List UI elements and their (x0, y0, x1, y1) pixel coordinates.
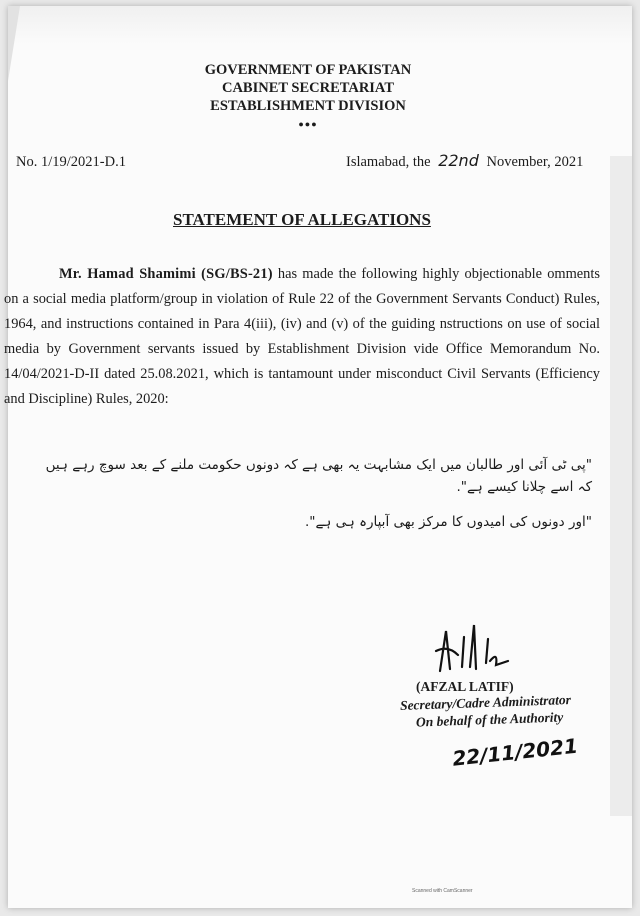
page-title: STATEMENT OF ALLEGATIONS (173, 210, 431, 229)
officer-name: Mr. Hamad Shamimi (SG/BS-21) (59, 266, 273, 282)
svg-text:22/11/2021: 22/11/2021 (451, 733, 579, 771)
signature-icon (428, 621, 538, 681)
document-page (4, 6, 632, 908)
handwritten-date-icon (448, 731, 579, 773)
allegation-text: has made the following highly objectionable omments on a social media platform/group in violation of Rule 22 of the Government Servants Conduct) Rules, 1964, and instructions contained in Para 4(iii), (iv) and (v) of the guiding nstructions on use of social media by Government servants issued by Establishment Division vide Office Memorandum No. 14/04/2021-D-II dated 25.08.2021, which is tantamount under misconduct Civil Servants (Efficiency and Discipline) Rules, 2020: (4, 266, 600, 407)
date-place: Islamabad, the (346, 154, 431, 170)
signatory-designation: Secretary/Cadre Administrator (399, 692, 572, 713)
page-edge-shadow (610, 156, 632, 816)
scanner-watermark: Scanned with CamScanner (412, 888, 473, 894)
signatory-name: (AFZAL LATIF) (416, 679, 514, 694)
letterhead-government: GOVERNMENT OF PAKISTAN (204, 62, 412, 78)
page-fold-shadow (8, 6, 632, 44)
letterhead-stars: ●●● (298, 119, 318, 129)
date-line (346, 151, 583, 171)
allegation-paragraph (4, 262, 600, 412)
date-month-year: November, 2021 (486, 154, 584, 170)
urdu-quote-1: "پی ٹی آئی اور طالبان میں ایک مشابہت یہ بھی ہے کہ دونوں حکومت ملنے کے بعد سوچ رہے ہیں کہ اسے چلانا کیسے ہے". (45, 457, 592, 495)
urdu-quote-2: "اور دونوں کی امیدوں کا مرکز بھی آبپارہ ہی ہے". (305, 514, 592, 530)
letterhead-division: ESTABLISHMENT DIVISION (210, 98, 406, 114)
letterhead (8, 61, 608, 133)
handwritten-day: 22nd (438, 151, 479, 170)
reference-number: No. 1/19/2021-D.1 (16, 154, 126, 170)
signatory-authority: On behalf of the Authority (415, 709, 564, 730)
letterhead-cabinet: CABINET SECRETARIAT (221, 80, 395, 96)
